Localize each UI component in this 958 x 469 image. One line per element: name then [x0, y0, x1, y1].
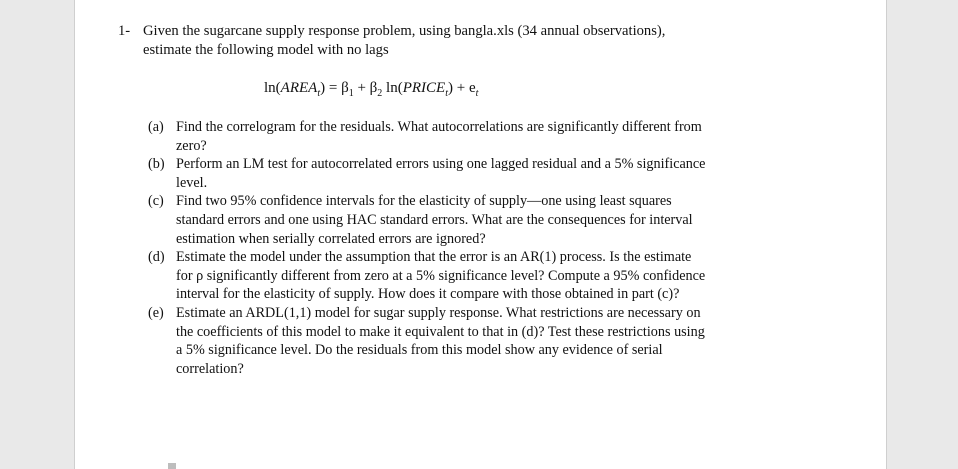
part-c: [148, 192, 708, 248]
equation-subscript-t-2: t: [445, 88, 448, 99]
equation-subscript-t-1: t: [317, 88, 321, 99]
part-text: Perform an LM test for autocorrelated errors using one lagged residual and a 5% significance level.: [176, 156, 706, 191]
part-label: (e): [148, 304, 164, 321]
equation-error-term: ) + e: [448, 80, 476, 96]
equation-equals-beta: ) = β: [320, 80, 349, 96]
part-text: Estimate the model under the assumption that the error is an AR(1) process. Is the estimate for ρ significantly different from zero at a 5% significance level? Compute a 95% confidence interval for the elasticity of supply. How does it compare with those obtained in part (c)?: [176, 249, 706, 303]
equation-plus-beta: + β: [353, 80, 378, 96]
part-label: (b): [148, 156, 165, 173]
part-d: [148, 248, 708, 304]
model-equation: [264, 80, 478, 99]
equation-price: PRICE: [402, 80, 446, 96]
equation-ln-1: ln(: [264, 80, 281, 96]
part-e: [148, 304, 708, 378]
question-parts: [148, 118, 708, 378]
question-intro: Given the sugarcane supply response problem, using bangla.xls (34 annual observations), estimate the following model with no lags: [143, 23, 666, 58]
part-label: (d): [148, 249, 165, 266]
part-text: Find two 95% confidence intervals for the elasticity of supply—one using least squares standard errors and one using HAC standard errors. What are the consequences for interval estimation when serially correlated errors are ignored?: [176, 193, 693, 247]
part-a: [148, 118, 708, 155]
equation-ln-2: ln(: [382, 80, 403, 96]
part-label: (c): [148, 193, 164, 210]
question-number: 1-: [118, 23, 131, 39]
part-text: Estimate an ARDL(1,1) model for sugar supply response. What restrictions are necessary on the coefficients of this model to make it equivalent to that in (d)? Test these restrictions using a 5% significance level. Do the residuals from this model show any evidence of serial correlation?: [176, 304, 705, 377]
equation-subscript-t-3: t: [475, 88, 479, 99]
equation-beta1-subscript: 1: [348, 88, 354, 99]
equation-area: AREA: [280, 80, 318, 96]
scroll-indicator: [168, 463, 176, 469]
equation-beta2-subscript: 2: [377, 88, 383, 99]
part-label: (a): [148, 119, 164, 135]
part-text: Find the correlogram for the residuals. What autocorrelations are significantly different from zero?: [176, 119, 702, 154]
part-b: [148, 155, 708, 192]
